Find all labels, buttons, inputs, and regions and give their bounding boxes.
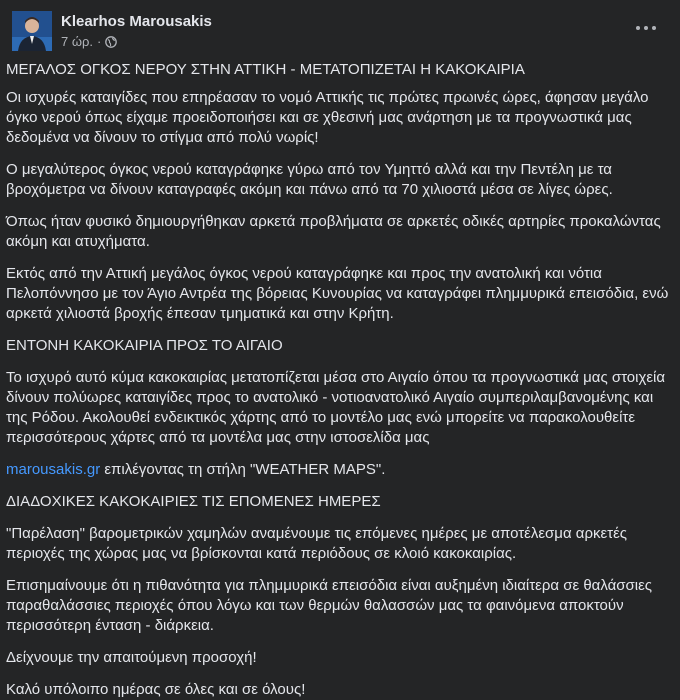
post-paragraph: Καλό υπόλοιπο ημέρας σε όλες και σε όλους! <box>6 681 306 698</box>
more-options-icon[interactable] <box>628 16 664 40</box>
post-paragraph: Όπως ήταν φυσικό δημιουργήθηκαν αρκετά προβλήματα σε αρκετές οδικές αρτηρίες προκαλώντας ακόμη και ατυχήματα. <box>6 213 661 250</box>
post-paragraph-with-link <box>6 460 674 480</box>
post-paragraph: "Παρέλαση" βαρομετρικών χαμηλών αναμένουμε τις επόμενες ημέρες με αποτέλεσμα αρκετές περιοχές της χώρας μας να βρίσκονται κατά περιόδους σε κλοιό κακοκαιρίας. <box>6 525 628 562</box>
post-paragraph: Οι ισχυρές καταιγίδες που επηρέασαν το νομό Αττικής τις πρώτες πρωινές ώρες, άφησαν μεγάλο όγκο νερού όπως είχαμε προειδοποιήσει και σε χθεσινή μας ανάρτηση με τα προγνωστικά μας δεδομένα να δίνουν το στίγμα από πολύ νωρίς! <box>6 89 649 146</box>
post-paragraph: ΔΙΑΔΟΧΙΚΕΣ ΚΑΚΟΚΑΙΡΙΕΣ ΤΙΣ ΕΠΟΜΕΝΕΣ ΗΜΕΡΕΣ <box>6 493 381 510</box>
post-meta <box>61 34 117 49</box>
link-followup-text: επιλέγοντας τη στήλη "WEATHER MAPS". <box>100 461 386 478</box>
author-name[interactable]: Klearhos Marousakis <box>61 13 212 30</box>
meta-separator: · <box>97 34 102 49</box>
post-header <box>6 0 674 58</box>
post-timestamp[interactable]: 7 ώρ. <box>61 34 93 49</box>
post-paragraph: Επισημαίνουμε ότι η πιθανότητα για πλημμυρικά επεισόδια είναι αυξημένη ιδιαίτερα σε θαλάσσιες παραθαλάσσιες περιοχές όπου λόγω και των θερμών θαλασσών μας τα φαινόμενα αποκτούν περισσότερη ένταση - διάρκεια. <box>6 577 653 634</box>
profile-photo <box>12 11 52 51</box>
website-link[interactable]: marousakis.gr <box>6 461 101 478</box>
post-paragraph: ΜΕΓΑΛΟΣ ΟΓΚΟΣ ΝΕΡΟΥ ΣΤΗΝ ΑΤΤΙΚΗ - ΜΕΤΑΤΟΠΙΖΕΤΑΙ Η ΚΑΚΟΚΑΙΡΙΑ <box>6 61 525 78</box>
post-paragraph: Ο μεγαλύτερος όγκος νερού καταγράφηκε γύρω από τον Υμηττό αλλά και την Πεντέλη με τα βροχόμετρα να δίνουν καταγραφές ακόμη και πάνω από τα 70 χιλιοστά μέσα σε λίγες ώρες. <box>6 161 613 198</box>
avatar[interactable] <box>12 11 52 51</box>
globe-icon <box>105 36 117 48</box>
post-paragraph: ΕΝΤΟΝΗ ΚΑΚΟΚΑΙΡΙΑ ΠΡΟΣ ΤΟ ΑΙΓΑΙΟ <box>6 337 283 354</box>
post-paragraph: Δείχνουμε την απαιτούμενη προσοχή! <box>6 649 257 666</box>
post-paragraph: Το ισχυρό αυτό κύμα κακοκαιρίας μετατοπίζεται μέσα στο Αιγαίο όπου τα προγνωστικά μας στοιχεία δίνουν πολύωρες καταιγίδες προς το ανατολικό - νοτιοανατολικό Αιγαίο συμπεριλαμβανομένης και της Ρόδου. Ακολουθεί ενδεικτικός χάρτης από το μοντέλο μας ενώ μπορείτε να παρακολουθείτε περισσότερους χάρτες από τα μοντέλα μας στην ιστοσελίδα μας <box>6 369 666 446</box>
post-paragraph: Εκτός από την Αττική μεγάλος όγκος νερού καταγράφηκε και προς την ανατολική και νότια Πελοπόννησο με τον Άγιο Αντρέα της βόρειας Κυνουρίας να καταγράφει πλημμυρικά επεισόδια, ενώ αρκετά χιλιοστά βροχής έπεσαν τμηματικά και στην Κρήτη. <box>6 265 669 322</box>
post-body <box>6 60 674 700</box>
